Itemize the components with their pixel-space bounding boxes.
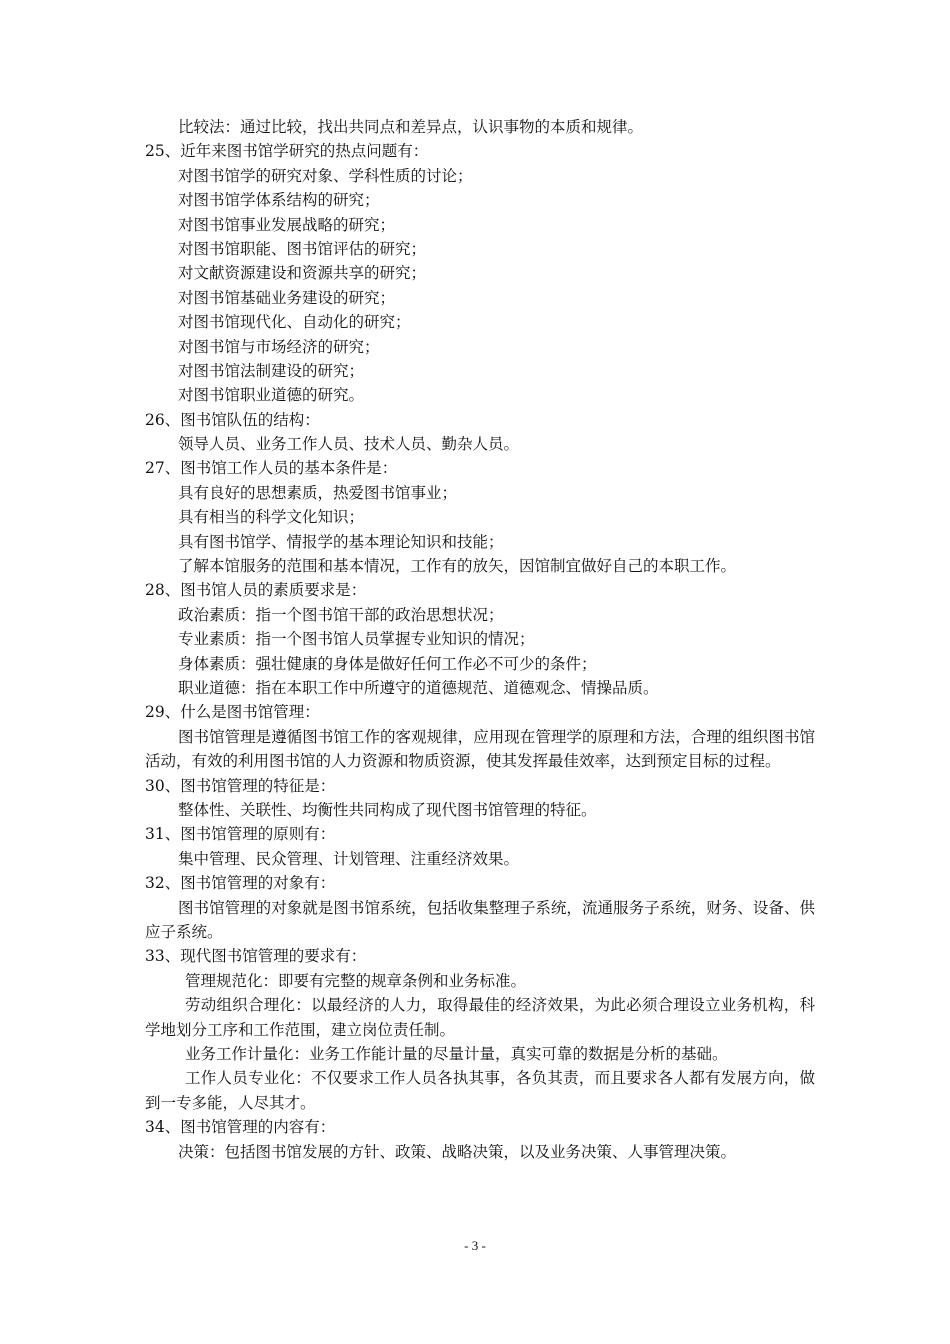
list-item: 业务工作计量化：业务工作能计量的尽量计量，真实可靠的数据是分析的基础。 <box>185 1044 728 1063</box>
list-item: 身体素质：强壮健康的身体是做好任何工作必不可少的条件； <box>178 654 597 673</box>
list-item: 对图书馆基础业务建设的研究； <box>178 288 396 307</box>
list-item: 对文献资源建设和资源共享的研究； <box>178 264 427 283</box>
list-item: 对图书馆事业发展战略的研究； <box>178 215 396 234</box>
list-item: 对图书馆与市场经济的研究； <box>178 337 380 356</box>
list-item: 决策：包括图书馆发展的方针、政策、战略决策，以及业务决策、人事管理决策。 <box>178 1142 737 1161</box>
section-heading: 34、图书馆管理的内容有： <box>145 1118 336 1137</box>
list-item: 对图书馆现代化、自动化的研究； <box>178 313 411 332</box>
paragraph: 工作人员专业化：不仅要求工作人员各执其事，各负其责，而且要求各人都有发展方向，做到一专多能，人尽其才。 <box>145 1069 815 1112</box>
list-item: 职业道德：指在本职工作中所遵守的道德规范、道德观念、情操品质。 <box>178 678 659 697</box>
list-item: 比较法：通过比较，找出共同点和差异点，认识事物的本质和规律。 <box>178 118 644 136</box>
list-item: 对图书馆学体系结构的研究； <box>178 191 380 210</box>
list-item: 具有图书馆学、情报学的基本理论知识和技能； <box>178 532 504 551</box>
document-body <box>145 115 815 1164</box>
list-item: 专业素质：指一个图书馆人员掌握专业知识的情况； <box>178 630 535 649</box>
list-item: 了解本馆服务的范围和基本情况，工作有的放矢，因馆制宜做好自己的本职工作。 <box>178 557 737 576</box>
section-heading: 25、近年来图书馆学研究的热点问题有： <box>145 142 429 161</box>
page-number: - 3 - <box>464 1238 486 1253</box>
list-item: 具有良好的思想素质，热爱图书馆事业； <box>178 483 458 502</box>
paragraph: 图书馆管理是遵循图书馆工作的客观规律，应用现在管理学的原理和方法，合理的组织图书馆活动，有效的利用图书馆的人力资源和物质资源，使其发挥最佳效率，达到预定目标的过程。 <box>145 727 815 771</box>
list-item: 政治素质：指一个图书馆干部的政治思想状况； <box>178 605 504 624</box>
section-heading: 26、图书馆队伍的结构： <box>145 410 320 429</box>
list-item: 对图书馆法制建设的研究； <box>178 361 365 380</box>
section-heading: 28、图书馆人员的素质要求是： <box>145 581 367 600</box>
list-item: 整体性、关联性、均衡性共同构成了现代图书馆管理的特征。 <box>178 800 597 819</box>
list-item: 对图书馆职业道德的研究。 <box>178 386 365 405</box>
section-heading: 27、图书馆工作人员的基本条件是： <box>145 459 398 478</box>
paragraph: 劳动组织合理化：以最经济的人力，取得最佳的经济效果，为此必须合理设立业务机构，科学地划分工序和工作范围，建立岗位责任制。 <box>145 996 815 1039</box>
list-item: 对图书馆学的研究对象、学科性质的讨论； <box>178 166 473 185</box>
section-heading: 31、图书馆管理的原则有： <box>145 825 336 844</box>
section-heading: 30、图书馆管理的特征是： <box>145 776 336 795</box>
paragraph: 图书馆管理的对象就是图书馆系统，包括收集整理子系统，流通服务子系统，财务、设备、供应子系统。 <box>145 898 815 941</box>
list-item: 管理规范化：即要有完整的规章条例和业务标准。 <box>185 971 527 990</box>
list-item: 对图书馆职能、图书馆评估的研究； <box>178 239 427 258</box>
section-heading: 32、图书馆管理的对象有： <box>145 874 336 893</box>
list-item: 具有相当的科学文化知识； <box>178 508 365 527</box>
list-item: 集中管理、民众管理、计划管理、注重经济效果。 <box>178 849 520 868</box>
list-item: 领导人员、业务工作人员、技术人员、勤杂人员。 <box>178 435 520 454</box>
section-heading: 29、什么是图书馆管理： <box>145 703 320 722</box>
section-heading: 33、现代图书馆管理的要求有： <box>145 947 367 966</box>
